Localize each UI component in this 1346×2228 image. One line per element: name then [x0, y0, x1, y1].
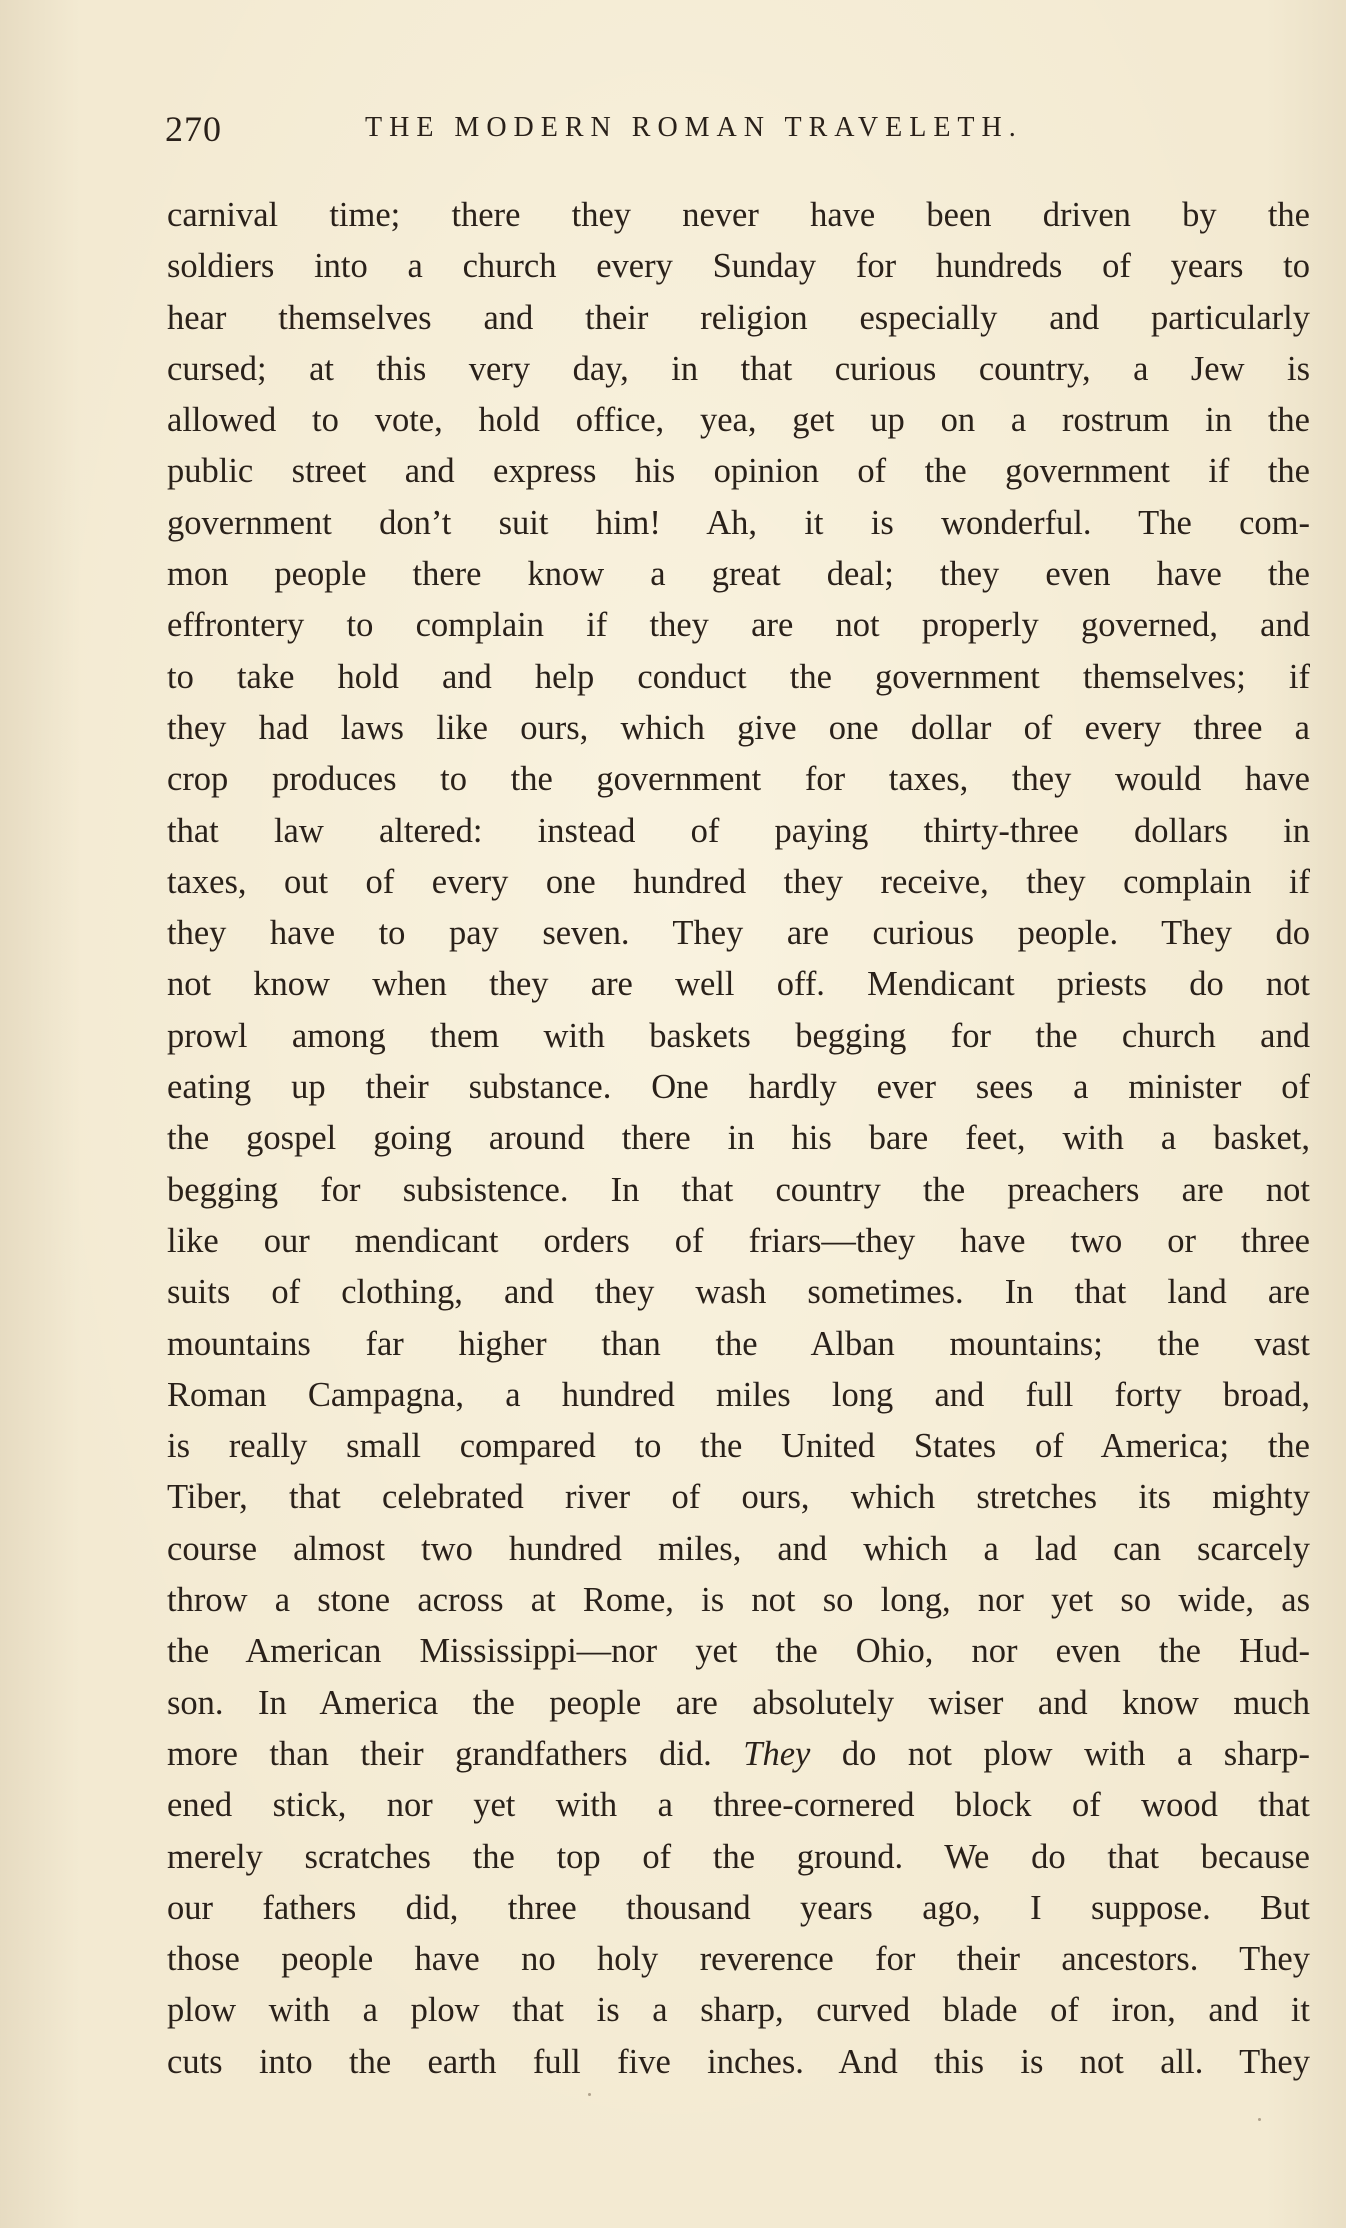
- text-line: merely scratches the top of the ground. We do that because: [167, 1837, 1310, 1876]
- text-line: course almost two hundred miles, and which a lad can scarcely: [167, 1529, 1310, 1568]
- text-line: the American Mississippi—nor yet the Ohio, nor even the Hud-: [167, 1632, 1310, 1671]
- text-line: begging for subsistence. In that country the preachers are not: [167, 1170, 1310, 1209]
- text-line: public street and express his opinion of the government if the: [167, 452, 1310, 491]
- text-line: government don’t suit him! Ah, it is wonderful. The com-: [167, 503, 1310, 542]
- paper-speck: [588, 2093, 591, 2096]
- text-line: soldiers into a church every Sunday for hundreds of years to: [167, 247, 1310, 286]
- text-line: they have to pay seven. They are curious people. They do: [167, 914, 1310, 953]
- text-line: hear themselves and their religion especially and particularly: [167, 298, 1310, 337]
- text-fragment: more than their grandfathers did.: [167, 1734, 744, 1773]
- text-line: those people have no holy reverence for their ancestors. They: [167, 1940, 1310, 1979]
- text-line: son. In America the people are absolutely wiser and know much: [167, 1683, 1310, 1722]
- text-line: to take hold and help conduct the government themselves; if: [167, 657, 1310, 696]
- running-title: THE MODERN ROMAN TRAVELETH.: [365, 112, 1023, 143]
- text-line: prowl among them with baskets begging for the church and: [167, 1016, 1310, 1055]
- text-line: effrontery to complain if they are not properly governed, and: [167, 606, 1310, 645]
- text-line: ened stick, nor yet with a three-cornered block of wood that: [167, 1786, 1310, 1825]
- text-line: not know when they are well off. Mendicant priests do not: [167, 965, 1310, 1004]
- page-number: 270: [165, 109, 222, 149]
- text-line: mon people there know a great deal; they even have the: [167, 555, 1310, 594]
- italic-word: They: [743, 1734, 811, 1773]
- text-line: crop produces to the government for taxes, they would have: [167, 760, 1310, 799]
- text-line: like our mendicant orders of friars—they have two or three: [167, 1221, 1310, 1260]
- text-line: the gospel going around there in his bare feet, with a basket,: [167, 1119, 1310, 1158]
- running-head: [165, 108, 1177, 158]
- text-line: Tiber, that celebrated river of ours, which stretches its mighty: [167, 1478, 1310, 1517]
- text-line: Roman Campagna, a hundred miles long and full forty broad,: [167, 1375, 1310, 1414]
- text-line: allowed to vote, hold office, yea, get up on a rostrum in the: [167, 401, 1310, 440]
- text-line: mountains far higher than the Alban mountains; the vast: [167, 1324, 1310, 1363]
- body-text: [167, 190, 1310, 2088]
- text-line: suits of clothing, and they wash sometimes. In that land are: [167, 1273, 1310, 1312]
- text-line: cuts into the earth full five inches. And this is not all. They: [167, 2042, 1310, 2081]
- text-line: carnival time; there they never have been driven by the: [167, 196, 1310, 234]
- text-line: is really small compared to the United States of America; the: [167, 1427, 1310, 1466]
- text-line: our fathers did, three thousand years ago, I suppose. But: [167, 1888, 1310, 1927]
- text-line: they had laws like ours, which give one dollar of every three a: [167, 708, 1310, 747]
- text-line: eating up their substance. One hardly ever sees a minister of: [167, 1068, 1310, 1107]
- text-fragment: do not plow with a sharp-: [810, 1734, 1310, 1773]
- text-line-with-italic: [167, 1729, 1310, 1780]
- text-line: taxes, out of every one hundred they receive, they complain if: [167, 862, 1310, 901]
- text-line: throw a stone across at Rome, is not so long, nor yet so wide, as: [167, 1581, 1310, 1620]
- text-line: cursed; at this very day, in that curious country, a Jew is: [167, 349, 1310, 388]
- text-line: that law altered: instead of paying thirty-three dollars in: [167, 811, 1310, 850]
- paper-speck: [1258, 2118, 1261, 2121]
- text-line: plow with a plow that is a sharp, curved blade of iron, and it: [167, 1991, 1310, 2030]
